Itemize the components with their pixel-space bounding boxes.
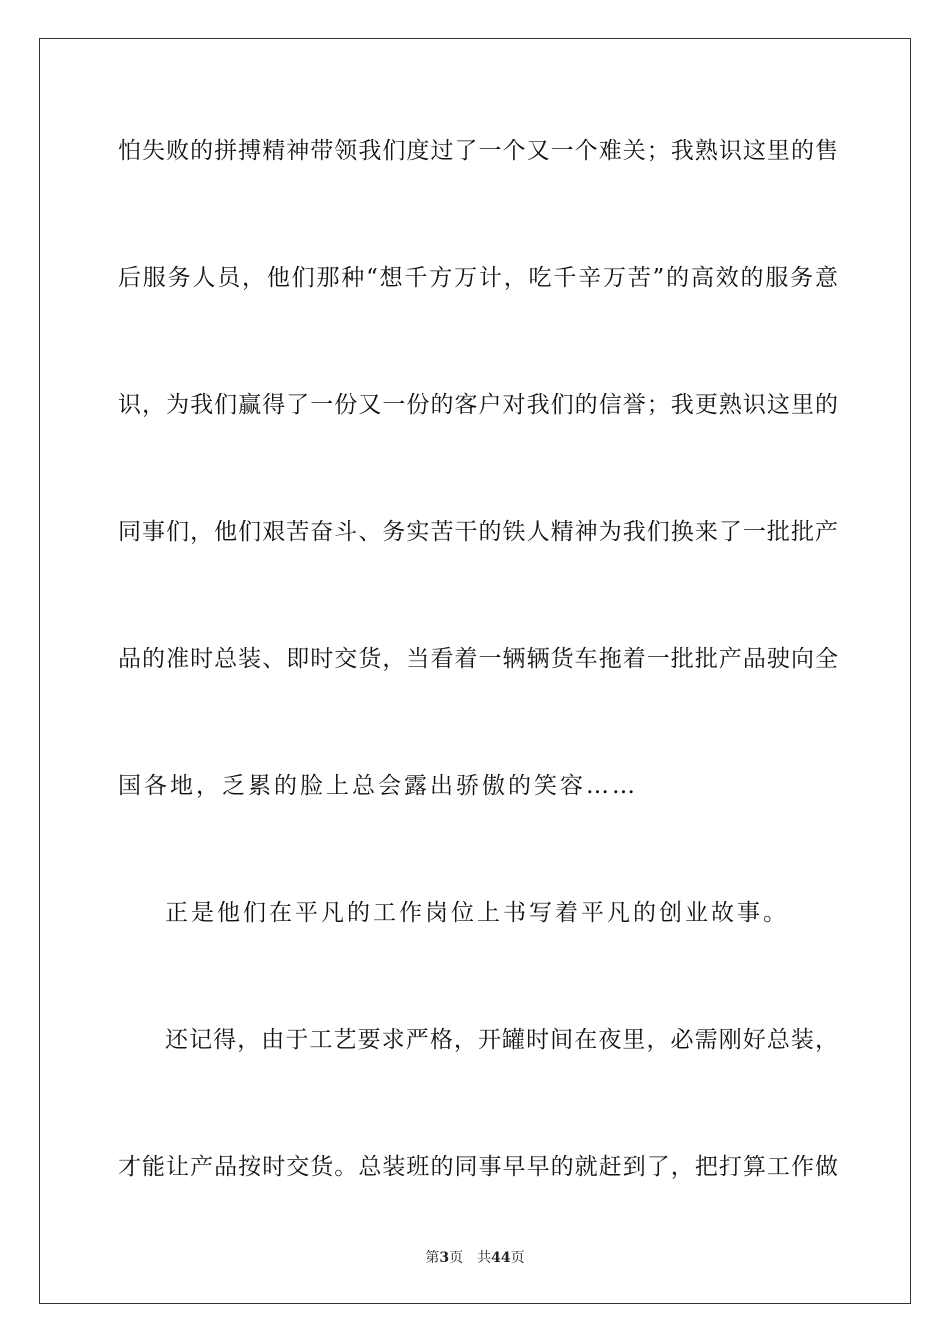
page-footer: [0, 1247, 950, 1267]
body-line-6: 国各地，乏累的脸上总会露出骄傲的笑容……: [118, 773, 638, 799]
body-line-9: 才能让产品按时交货。总装班的同事早早的就赶到了，把打算工作做: [118, 1154, 838, 1180]
paragraph-line-2: 还记得，由于工艺要求严格，开罐时间在夜里，必需刚好总装，: [165, 1027, 838, 1053]
page-suffix: 页: [449, 1250, 464, 1266]
total-suffix: 页: [510, 1250, 525, 1266]
total-prefix: 共: [477, 1250, 492, 1266]
body-line-3: 识，为我们赢得了一份又一份的客户对我们的信誉；我更熟识这里的: [118, 392, 838, 418]
body-line-5: 品的准时总装、即时交货，当看着一辆辆货车拖着一批批产品驶向全: [118, 646, 838, 672]
body-line-1: 怕失败的拼搏精神带领我们度过了一个又一个难关；我熟识这里的售: [118, 138, 838, 164]
page-number: 3: [439, 1250, 450, 1266]
page-prefix: 第: [425, 1250, 440, 1266]
body-line-4: 同事们，他们艰苦奋斗、务实苦干的铁人精神为我们换来了一批批产: [118, 519, 838, 545]
body-line-2: 后服务人员，他们那种“想千方万计，吃千辛万苦”的高效的服务意: [118, 265, 838, 291]
total-pages: 44: [491, 1250, 511, 1266]
paragraph-line-1: 正是他们在平凡的工作岗位上书写着平凡的创业故事。: [165, 900, 789, 926]
